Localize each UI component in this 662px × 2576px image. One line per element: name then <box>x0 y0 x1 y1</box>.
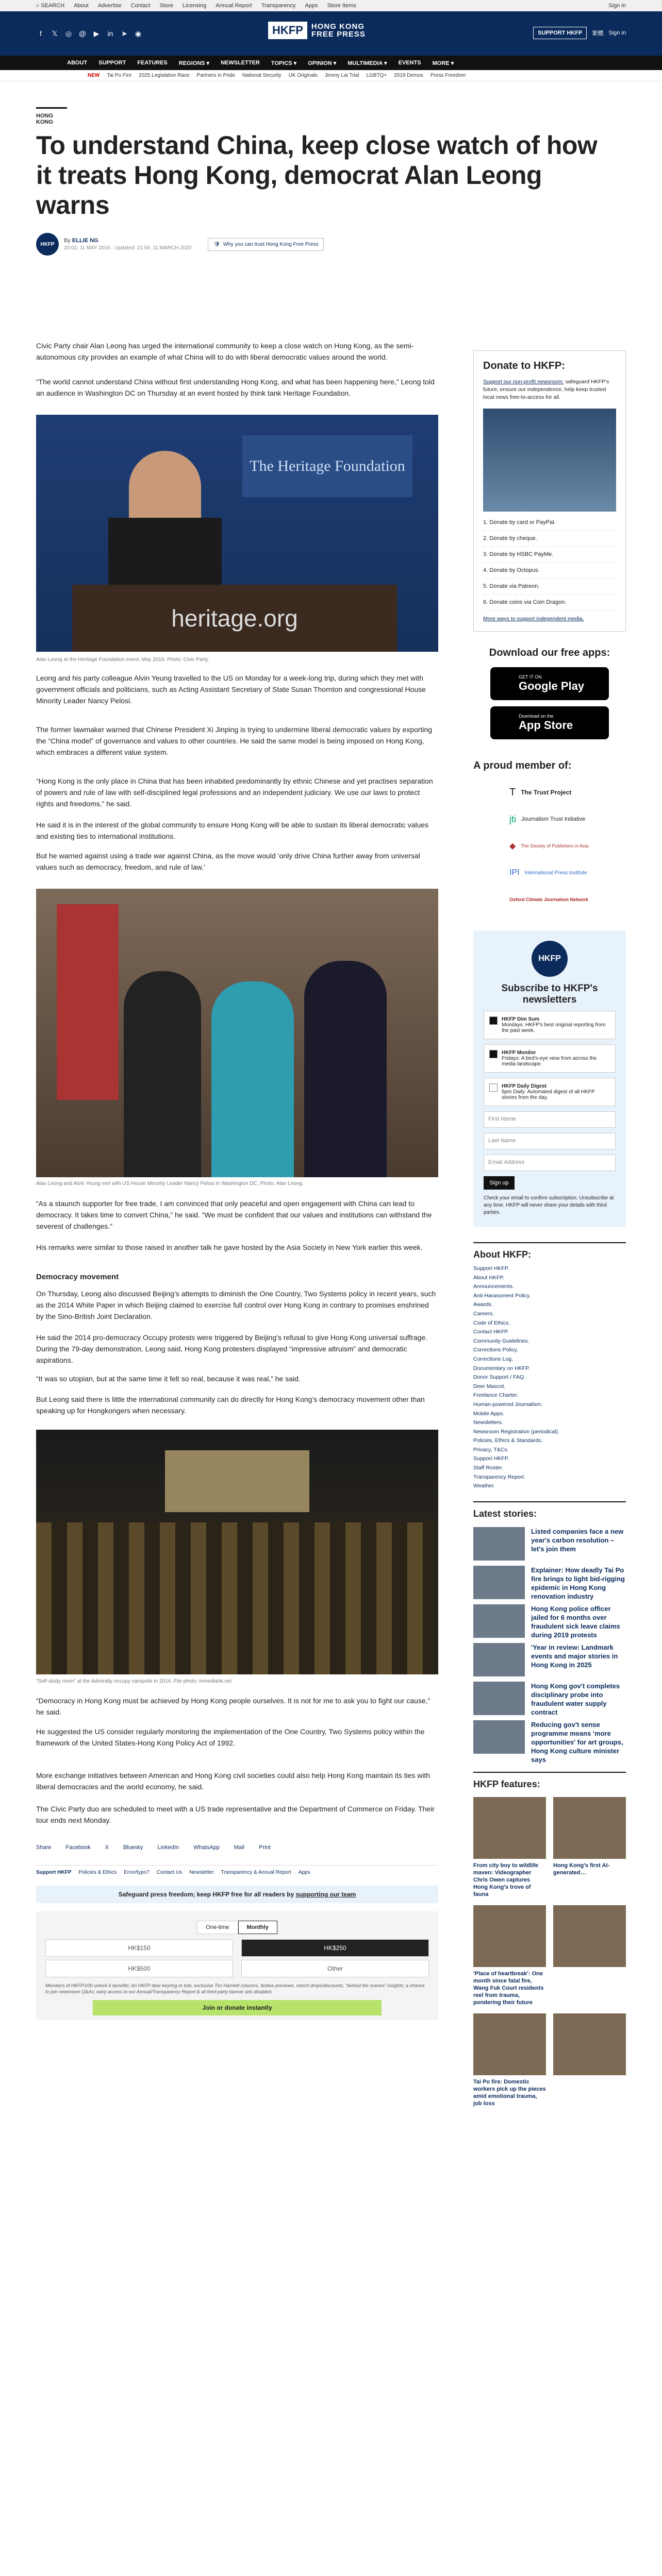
footer-link[interactable]: Support HKFP <box>36 1870 72 1875</box>
latest-story[interactable] <box>473 1604 626 1639</box>
latest-story[interactable] <box>473 1527 626 1558</box>
story-thumbnail <box>473 1643 525 1676</box>
trust-project-icon: T <box>509 786 516 798</box>
subheading: Democracy movement <box>36 1273 119 1281</box>
newsletter-option[interactable]: HKFP Monitor Fridays: A bird's-eye view from across the media landscape. <box>484 1044 616 1073</box>
latest-story[interactable] <box>473 1566 626 1600</box>
site-logo[interactable]: HKFP HONG KONG FREE PRESS <box>268 22 366 39</box>
share-facebook[interactable]: Facebook <box>65 1844 91 1851</box>
more-ways-link[interactable]: More ways to support independent media. <box>483 616 584 622</box>
sidebar <box>473 350 626 2107</box>
story-thumbnail <box>473 1566 525 1599</box>
first-name-input[interactable]: First Name <box>484 1111 616 1128</box>
share-linkedin[interactable]: LinkedIn <box>157 1844 179 1851</box>
subnav-item[interactable]: Press Freedom <box>430 73 466 78</box>
paragraph: “Democracy in Hong Kong must be achieved by Hong Kong people ourselves. It is not for me to ask you to fight our cause,” he said. <box>36 1697 431 1716</box>
feature-story[interactable] <box>473 2013 546 2107</box>
latest-story[interactable] <box>473 1720 626 1764</box>
photo-caption: Alan Leong at the Heritage Foundation event, May 2016. Photo: Civic Party. <box>36 657 209 663</box>
about-link[interactable]: Freelance Charter. <box>473 1392 518 1399</box>
photo-caption: Alan Leong and Alvin Yeung met with US House Minority Leader Nancy Pelosi in Washington DC. Photo: Alan Leong. <box>36 1181 304 1187</box>
about-link[interactable]: Documentary on HKFP. <box>473 1365 530 1371</box>
heritage-photo <box>36 415 438 652</box>
nav-item[interactable]: TOPICS ▾ <box>271 60 297 66</box>
donate-option[interactable]: 2. Donate by cheque. <box>483 531 616 547</box>
nav-item[interactable]: FEATURES <box>137 60 168 66</box>
footer-link[interactable]: Apps <box>298 1870 310 1875</box>
share-label: Share <box>36 1844 52 1851</box>
telegram-icon[interactable]: ➤ <box>121 29 127 38</box>
subnav-item[interactable]: Tai Po Fire <box>107 73 132 78</box>
topbar-link[interactable]: Annual Report <box>216 3 252 9</box>
feature-title: Tai Po fire: Domestic workers pick up the pieces amid emotional trauma, job loss <box>473 2078 546 2107</box>
newsletter-title: Subscribe to HKFP's newsletters <box>501 983 598 1005</box>
email-input[interactable]: Email Address <box>484 1155 616 1171</box>
lights-figure <box>165 1450 309 1512</box>
share-whatsapp[interactable]: WhatsApp <box>193 1844 220 1851</box>
new-label: NEW <box>88 73 100 78</box>
ipi-icon: IPI <box>509 868 520 877</box>
about-link[interactable]: Transparency Report. <box>473 1473 526 1480</box>
about-link[interactable]: Anti-Harassment Policy. <box>473 1292 531 1299</box>
donate-box: Donate to HKFP: Support our non-profit newsroom: safeguard HKFP's future, ensure our independence, help keep trusted local news free-to-access for all. 1. Donate by card or PayPal. 2. Donate by cheque. 3. Donate by HSBC PayMe. 4. Donate by Octopus. 5. Donate via Patreon. 6. Donate coins via Coin Dragon. More ways to support independent media. <box>473 350 626 632</box>
member-logo[interactable]: IPI International Press Institute <box>509 868 587 877</box>
about-link[interactable]: Careers. <box>473 1310 494 1317</box>
footer-link[interactable]: Policies & Ethics <box>78 1870 117 1875</box>
newsletter-note: Check your email to confirm subscription. Unsubscribe at any time. HKFP will never share your details with third parties. <box>484 1195 614 1215</box>
paragraph: Leong and his party colleague Alvin Yeung travelled to the US on Monday for a week-long trip, during which they met with government officials and politicians, such as Acting Assistant Secretary of State Susan Thornton and congressional House Minority Leader Nancy Pelosi. <box>36 674 426 705</box>
footer-links <box>36 1865 438 1875</box>
member-logo[interactable]: ◆ The Society of Publishers in Asia <box>509 842 589 851</box>
story-title: Hong Kong gov't completes disciplinary probe into fraudulent water supply contract <box>531 1682 620 1716</box>
tab-monthly[interactable]: Monthly <box>238 1921 277 1934</box>
checkbox[interactable] <box>489 1083 498 1092</box>
support-team-link[interactable]: supporting our team <box>295 1891 356 1898</box>
facebook-icon[interactable]: f <box>40 29 42 38</box>
share-bluesky[interactable]: Bluesky <box>123 1844 143 1851</box>
feature-thumbnail <box>473 1905 546 1967</box>
donate-intro-link[interactable]: Support our non-profit newsroom: <box>483 379 564 385</box>
donate-title: Donate to HKFP: <box>483 360 565 371</box>
topbar-link[interactable]: About <box>74 3 89 9</box>
story-thumbnail <box>473 1682 525 1715</box>
story-title: Reducing gov't sense programme means 'more opportunities' for art groups, Hong Kong culture minister says <box>531 1720 623 1764</box>
photo-caption: “Self-study room” at the Admiralty occupy campsite in 2014. File photo: Inmediahk.net. <box>36 1679 233 1684</box>
member-logo[interactable]: Oxford Climate Journalism Network <box>509 897 589 902</box>
paragraph: The Civic Party duo are scheduled to meet with a US trade representative and the Department of Commerce on Friday. Their tour ends next Monday. <box>36 1805 435 1824</box>
about-link[interactable]: Support HKFP. <box>473 1455 509 1462</box>
subnav-item[interactable]: Partners in Pride <box>196 73 236 78</box>
top-utility-bar <box>0 0 662 11</box>
topbar-link[interactable]: Store <box>159 3 173 9</box>
google-play-button[interactable]: GET IT ON Google Play <box>490 667 609 700</box>
topbar-link[interactable]: Contact <box>130 3 151 9</box>
checkbox[interactable] <box>489 1016 498 1025</box>
donate-option[interactable]: 5. Donate via Patreon. <box>483 579 616 595</box>
nav-item[interactable]: NEWSLETTER <box>221 60 260 66</box>
members-text: Members of HKFP/100 unlock 6 benefits: An HKFP deer keyring or tote, exclusive Tim Hamlett columns, festive previews, merch drops/discounts, “behind the scenes” insights; a chance to join newsroom Q&As; early access to our Annual/Transparency Report & all third-party banner ads disabled. <box>45 1983 425 1994</box>
donate-option[interactable]: 6. Donate coins via Coin Dragon. <box>483 595 616 611</box>
story-title: 'Year in review: Landmark events and major stories in Hong Kong in 2025 <box>531 1643 618 1669</box>
feature-title: Hong Kong's first AI-generated… <box>553 1862 610 1876</box>
nav-item[interactable]: MORE ▾ <box>432 60 454 66</box>
story-thumbnail <box>473 1720 525 1754</box>
paragraph: He said it is in the interest of the global community to ensure Hong Kong will be able to sustain its liberal democratic values and existing ties to international institutions. <box>36 821 429 840</box>
paragraph: More exchange initiatives between American and Hong Kong civil societies could also help Hong Kong maintain its ties with liberal democracies and the world economy, he said. <box>36 1771 431 1791</box>
signup-button[interactable]: Sign up <box>484 1176 515 1190</box>
about-link[interactable]: Mobile Apps. <box>473 1410 505 1417</box>
language-switch[interactable]: 繁體 <box>592 30 604 37</box>
feature-story[interactable] <box>473 1797 546 1898</box>
flag-figure <box>57 904 119 1100</box>
linkedin-icon[interactable]: in <box>107 29 113 38</box>
topbar-link[interactable]: Store Items <box>327 3 356 9</box>
topic-subnav <box>0 70 662 81</box>
footer-link[interactable]: Newsletter <box>189 1870 214 1875</box>
about-box <box>473 1242 626 1491</box>
latest-title: Latest stories: <box>473 1508 537 1519</box>
amount-option-selected[interactable]: HK$250 <box>241 1939 429 1957</box>
feature-title: From city boy to wildlife maven: Videographer Chris Owen captures Hong Kong's trove of fauna <box>473 1862 538 1897</box>
nav-item[interactable]: REGIONS ▾ <box>178 60 210 66</box>
about-link[interactable]: Community Guidelines. <box>473 1337 529 1344</box>
share-mail[interactable]: Mail <box>234 1844 245 1851</box>
main-nav <box>0 56 662 70</box>
subnav-item[interactable]: Jimmy Lai Trial <box>324 73 359 78</box>
podium: heritage.org <box>72 585 397 652</box>
about-link[interactable]: Weather. <box>473 1483 495 1489</box>
section-label[interactable]: HONG KONG <box>36 107 67 125</box>
about-link[interactable]: Donor Support / FAQ. <box>473 1374 525 1381</box>
about-link[interactable]: Policies, Ethics & Standards. <box>473 1437 543 1444</box>
paragraph: Civic Party chair Alan Leong has urged the international community to keep a close watch on Hong Kong, as the semi-autonomous city provides an example of what China will to do with liberal democratic values around the world. <box>36 342 414 361</box>
pelosi-photo <box>36 889 438 1177</box>
story-title: Hong Kong police officer jailed for 6 months over fraudulent sick leave claims during 2019 protests <box>531 1604 620 1639</box>
person-left <box>124 971 201 1177</box>
checkbox[interactable] <box>489 1050 498 1058</box>
paragraph: “It was so utopian, but at the same time it felt so real, because it was real,” he said. <box>36 1375 301 1383</box>
about-link[interactable]: Corrections Policy. <box>473 1347 518 1353</box>
social-icons <box>36 29 143 38</box>
person-right <box>304 961 387 1177</box>
paragraph: The former lawmaker warned that Chinese President Xi Jinping is trying to undermine liberal democratic values by exporting the “China model” of governance and values to other countries. He said the same model is being imposed on Hong Kong, which embraces a different value system. <box>36 725 433 756</box>
last-name-input[interactable]: Last Name <box>484 1133 616 1149</box>
member-title: A proud member of: <box>473 760 572 771</box>
paragraph: But he warned against using a trade war against China, as the move would ‘only drive China further away from universal values such as democracy, freedom, and rule of law.’ <box>36 852 420 871</box>
rss-icon[interactable]: ◉ <box>135 29 142 38</box>
about-link[interactable]: Newsroom Registration (periodical). <box>473 1428 559 1435</box>
shield-icon: 🛡 <box>213 241 220 247</box>
topbar-link[interactable]: Apps <box>305 3 318 9</box>
amount-option[interactable]: HK$150 <box>45 1939 233 1957</box>
feature-thumbnail <box>473 2013 546 2075</box>
feature-story[interactable] <box>553 1905 626 2006</box>
donate-option[interactable]: 3. Donate by HSBC PayMe. <box>483 547 616 563</box>
member-logo[interactable]: T The Trust Project <box>509 786 572 798</box>
author-avatar: HKFP <box>36 233 59 256</box>
heritage-banner: The Heritage Foundation <box>242 435 412 497</box>
paragraph: “As a staunch supporter for free trade, I am convinced that only peaceful and open engagement with China can lead to democracy. It takes time to convert China,” he said. “We must be confident that our values and institutions can withstand the severest of challenges.” <box>36 1199 432 1230</box>
search-link[interactable]: ⌕ SEARCH <box>36 2 65 9</box>
feature-story[interactable] <box>473 1905 546 2006</box>
threads-icon[interactable]: @ <box>78 29 87 38</box>
about-link[interactable]: Privacy, T&Cs. <box>473 1446 509 1453</box>
newsletter-option[interactable]: HKFP Daily Digest 5pm Daily: Automated digest of all HKFP stories from the day. <box>484 1078 616 1106</box>
feature-story[interactable] <box>553 2013 626 2107</box>
paragraph: On Thursday, Leong also discussed Beijing’s attempts to diminish the One Country, Two Systems policy in recent years, such as the 2014 White Paper in which Beijing claimed to exercise full control over Hong Kong in contrary to promises enshrined by the Sino-British Joint Declaration. <box>36 1290 436 1320</box>
donate-option[interactable]: 4. Donate by Octopus. <box>483 563 616 579</box>
about-title: About HKFP: <box>473 1249 531 1260</box>
about-link[interactable]: Staff Roster. <box>473 1465 503 1471</box>
header-signin[interactable]: Sign in <box>608 30 626 36</box>
feature-story[interactable] <box>553 1797 626 1898</box>
latest-box <box>473 1501 626 1764</box>
topbar-link[interactable]: Transparency <box>261 3 296 9</box>
about-link[interactable]: Support HKFP. <box>473 1265 509 1272</box>
join-donate-button[interactable]: Join or donate instantly <box>93 2000 382 2015</box>
latest-story[interactable] <box>473 1643 626 1674</box>
x-icon[interactable]: 𝕏 <box>52 29 58 38</box>
footer-link[interactable]: Contact Us <box>156 1870 183 1875</box>
paragraph: His remarks were similar to those raised in another talk he gave hosted by the Asia Society in New York earlier this week. <box>36 1243 423 1251</box>
about-link[interactable]: About HKFP. <box>473 1274 504 1281</box>
instagram-icon[interactable]: ◎ <box>65 29 72 38</box>
subnav-item[interactable]: LGBTQ+ <box>366 73 387 78</box>
article-dates: 20:02, 11 MAY 2016 · Updated: 21:56, 11 MARCH 2020 <box>64 245 192 251</box>
story-title: Explainer: How deadly Tai Po fire brings to light bid-rigging epidemic in Hong Kong renovation industry <box>531 1566 625 1600</box>
topbar-link[interactable]: Advertise <box>97 3 122 9</box>
footer-link[interactable]: Error/typo? <box>124 1870 150 1875</box>
feature-thumbnail <box>473 1797 546 1859</box>
about-link[interactable]: Deer Mascot. <box>473 1383 506 1389</box>
paragraph: “The world cannot understand China without first understanding Hong Kong, and what has been happening here,” Leong told an audience in Washington DC on Thursday at an event hosted by think tank Heritage Foundation. <box>36 378 435 397</box>
site-header <box>0 11 662 56</box>
share-print[interactable]: Print <box>259 1844 271 1851</box>
feature-title: 'Place of heartbreak': One month since fatal fire, Wang Fuk Court residents reel from trauma, pondering their future <box>473 1970 544 2006</box>
paragraph: But Leong said there is little the international community can do directly for Hong Kong’s democracy movement other than speaking up for Hongkongers when necessary. <box>36 1395 425 1415</box>
subnav-item[interactable]: National Security <box>242 73 282 78</box>
nav-item[interactable]: ABOUT <box>67 60 88 66</box>
article-header <box>0 107 662 257</box>
paragraph: He said the 2014 pro-democracy Occupy protests were triggered by Beijing’s refusal to give Hong Kong universal suffrage. During the 79-day demonstration, Leong said, Hong Kong protesters displayed “impressive altruism” and democratic aspirations. <box>36 1333 428 1364</box>
features-box <box>473 1772 626 2107</box>
about-link[interactable]: Human-powered Journalism. <box>473 1401 543 1408</box>
tab-one-time[interactable]: One-time <box>197 1921 238 1934</box>
about-link[interactable]: Code of Ethics. <box>473 1319 510 1326</box>
feature-thumbnail <box>553 1905 626 1967</box>
about-link[interactable]: Announcements. <box>473 1283 514 1290</box>
newsletter-box <box>473 930 626 1227</box>
jti-icon: jti <box>509 814 516 824</box>
feature-thumbnail <box>553 1797 626 1859</box>
feature-thumbnail <box>553 2013 626 2075</box>
donate-option[interactable]: 1. Donate by card or PayPal. <box>483 515 616 531</box>
member-logo[interactable]: jti Journalism Trust Initiative <box>509 814 586 824</box>
apps-title: Download our free apps: <box>489 647 610 658</box>
paragraph: “Hong Kong is the only place in China that has been inhabited predominantly by ethnic Chinese and yet practises separation of powers and rule of law with self-disciplined legal professions and an independent judiciary. We use our laws to protect rights and freedoms,” he said. <box>36 777 433 808</box>
byline: HKFP By ELLIE NG 20:02, 11 MAY 2016 · Updated: 21:56, 11 MARCH 2020 🛡 Why you can trust Hong Kong Free Press <box>36 231 626 257</box>
nav-item[interactable]: MULTIMEDIA ▾ <box>347 60 387 66</box>
nav-item[interactable]: EVENTS <box>398 60 421 66</box>
donate-image <box>483 409 616 512</box>
share-x[interactable]: X <box>105 1844 109 1851</box>
author-link[interactable]: ELLIE NG <box>72 238 98 244</box>
subnav-item[interactable]: 2025 Legislative Race <box>139 73 190 78</box>
donation-form <box>36 1911 438 2020</box>
subnav-item[interactable]: 2019 Demos <box>394 73 423 78</box>
features-title: HKFP features: <box>473 1778 540 1789</box>
share-bar <box>36 1844 271 1851</box>
member-logos <box>473 782 626 910</box>
about-link[interactable]: Newsletters. <box>473 1419 503 1426</box>
newsletter-option[interactable]: HKFP Dim Sum Mondays: HKFP's best original reporting from the past week. <box>484 1011 616 1039</box>
story-title: Listed companies face a new year's carbon resolution – let's join them <box>531 1527 624 1553</box>
story-thumbnail <box>473 1604 525 1638</box>
story-thumbnail <box>473 1527 525 1561</box>
amount-option[interactable]: HK$500 <box>45 1960 233 1977</box>
nav-item[interactable]: SUPPORT <box>98 60 126 66</box>
article-title: To understand China, keep close watch of how it treats Hong Kong, democrat Alan Leong warns <box>36 131 598 219</box>
about-links <box>473 1264 626 1491</box>
tents-figure <box>36 1522 438 1674</box>
nav-item[interactable]: OPINION ▾ <box>308 60 337 66</box>
topbar-link[interactable]: Licensing <box>182 3 207 9</box>
subnav-item[interactable]: UK Originals <box>288 73 318 78</box>
amount-option[interactable]: Other <box>241 1960 429 1977</box>
latest-story[interactable] <box>473 1682 626 1716</box>
sopa-icon: ◆ <box>509 842 516 851</box>
about-link[interactable]: Corrections Log. <box>473 1355 514 1362</box>
occupy-photo <box>36 1430 438 1674</box>
trust-button[interactable]: 🛡 Why you can trust Hong Kong Free Press <box>208 238 324 251</box>
youtube-icon[interactable]: ▶ <box>93 29 100 38</box>
about-link[interactable]: Contact HKFP. <box>473 1329 509 1335</box>
paragraph: He suggested the US consider regularly monitoring the implementation of the One Country, Two Systems policy within the framework of the United States-Hong Kong Policy Act of 1992. <box>36 1727 425 1747</box>
footer-link[interactable]: Transparency & Annual Report <box>221 1870 291 1875</box>
hkfp-logo-icon: HKFP <box>532 941 568 977</box>
person-center <box>211 981 294 1177</box>
support-button[interactable]: SUPPORT HKFP <box>533 27 587 39</box>
signin-link[interactable]: Sign in <box>608 3 626 9</box>
about-link[interactable]: Awards. <box>473 1301 493 1308</box>
donate-banner: Safeguard press freedom; keep HKFP free for all readers by supporting our team <box>36 1886 438 1903</box>
app-store-button[interactable]: Download on the App Store <box>490 706 609 739</box>
